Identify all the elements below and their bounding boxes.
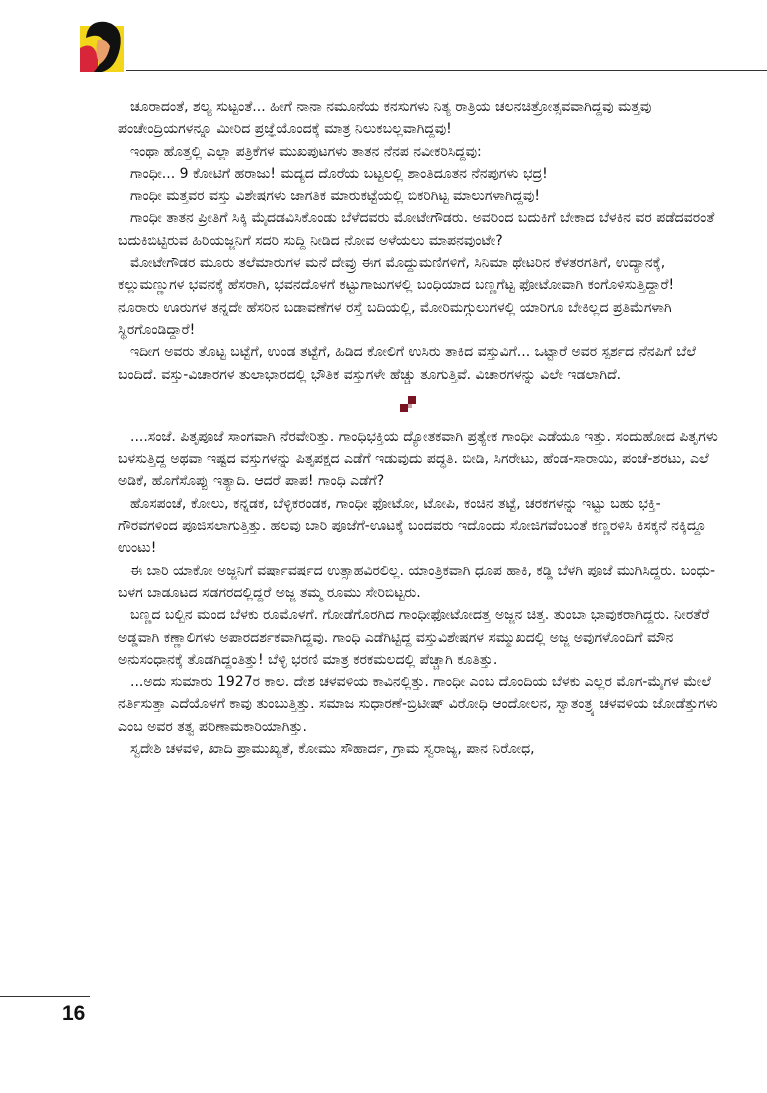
paragraph: ....ಸಂಜೆ. ಪಿತೃಪೂಜೆ ಸಾಂಗವಾಗಿ ನೆರವೇರಿತ್ತು. ಗಾಂಧಿಭಕ್ತಿಯ ದ್ಯೋತಕವಾಗಿ ಪ್ರತ್ಯೇಕ ಗಾಂಧೀ ಎಡೆಯೂ ಇತ್ತು. ಸಂದುಹೋದ ಪಿತೃಗಳು ಬಳಸುತ್ತಿದ್ದ ಅಥವಾ ಇಷ್ಟದ ವಸ್ತುಗಳನ್ನು ಪಿತೃಪಕ್ಷದ ಎಡೆಗೆ ಇಡುವುದು ಪದ್ಧತಿ. ಬೀಡಿ, ಸಿಗರೇಟು, ಹೆಂಡ-ಸಾರಾಯಿ, ಪಂಚೆ-ಶರಟು, ಎಲೆ ಅಡಿಕೆ, ಹೊಗೆಸೊಪ್ಪು ಇತ್ಯಾದಿ. ಆದರೆ ಪಾಪ! ಗಾಂಧಿ ಎಡೆಗೆ? [118,428,718,490]
paragraph: ಗಾಂಧೀ ಮತ್ತವರ ವಸ್ತು ವಿಶೇಷಗಳು ಜಾಗತಿಕ ಮಾರುಕಟ್ಟೆಯಲ್ಲಿ ಬಿಕರಿಗಿಟ್ಟ ಮಾಲುಗಳಾಗಿದ್ದವು! [130,188,540,205]
paragraph: ಈ ಬಾರಿ ಯಾಕೋ ಅಜ್ಜನಿಗೆ ವರ್ಷಾವರ್ಷದ ಉತ್ಸಾಹವಿರಲಿಲ್ಲ. ಯಾಂತ್ರಿಕವಾಗಿ ಧೂಪ ಹಾಕಿ, ಕಡ್ಡಿ ಬೆಳಗಿ ಪೂಜೆ ಮುಗಿಸಿದ್ದರು. ಬಂಧು-ಬಳಗ ಬಾಡೂಟದ ಸಡಗರದಲ್ಲಿದ್ದರೆ ಅಜ್ಜ ತಮ್ಮ ರೂಮು ಸೇರಿಬಿಟ್ಟರು. [118,562,716,601]
paragraph: ಚೂರಾದಂತೆ, ಶಲ್ಯ ಸುಟ್ಟಂತೆ... ಹೀಗೆ ನಾನಾ ನಮೂನೆಯ ಕನಸುಗಳು ನಿತ್ಯ ರಾತ್ರಿಯ ಚಲನಚಿತ್ರೋತ್ಸವವಾಗಿದ್ದವು ಮತ್ತವು ಪಂಚೇಂದ್ರಿಯಗಳನ್ನೂ ಮೀರಿದ ಪ್ರಜ್ಞೆಯೊಂದಕ್ಕೆ ಮಾತ್ರ ನಿಲುಕಬಲ್ಲವಾಗಿದ್ದವು! [118,99,652,138]
paragraph: ಇದೀಗ ಅವರು ತೊಟ್ಟ ಬಟ್ಟೆಗೆ, ಉಂಡ ತಟ್ಟೆಗೆ, ಹಿಡಿದ ಕೋಲಿಗೆ ಉಸಿರು ತಾಕಿದ ವಸ್ತುವಿಗೆ... ಒಟ್ಟಾರೆ ಅವರ ಸ್ಪರ್ಶದ ನೆನಪಿಗೆ ಬೆಲೆ ಬಂದಿದೆ. ವಸ್ತು-ವಿಚಾರಗಳ ತುಲಾಭಾರದಲ್ಲಿ ಭೌತಿಕ ವಸ್ತುಗಳೇ ಹೆಚ್ಚು ತೂಗುತ್ತಿವೆ. ವಿಚಾರಗಳನ್ನು ವಿಲೇ ಇಡಲಾಗಿದೆ. [118,344,696,383]
paragraph: ಗಾಂಧೀ... 9 ಕೋಟಿಗೆ ಹರಾಜು! ಮದ್ಯದ ದೊರೆಯ ಬಟ್ಟಲಲ್ಲಿ ಶಾಂತಿದೂತನ ನೆನಪುಗಳು ಭದ್ರ! [130,165,548,182]
section-break [118,386,718,426]
paragraph: ಸ್ವದೇಶಿ ಚಳವಳಿ, ಖಾದಿ ಪ್ರಾಮುಖ್ಯತೆ, ಕೋಮು ಸೌಹಾರ್ದ, ಗ್ರಾಮ ಸ್ವರಾಜ್ಯ, ಪಾನ ನಿರೋಧ, [130,741,535,758]
paragraph: ಬಣ್ಣದ ಬಲ್ಬಿನ ಮಂದ ಬೆಳಕು ರೂಮೊಳಗೆ. ಗೋಡೆಗೊರಗಿದ ಗಾಂಧೀಫೋಟೋದತ್ತ ಅಜ್ಜನ ಚಿತ್ತ. ತುಂಬಾ ಭಾವುಕರಾಗಿದ್ದರು. ನೀರತೆರೆ ಅಡ್ಡವಾಗಿ ಕಣ್ಣಾಲಿಗಳು ಅಪಾರದರ್ಶಕವಾಗಿದ್ದವು. ಗಾಂಧಿ ಎಡೆಗಿಟ್ಟಿದ್ದ ವಸ್ತುವಿಶೇಷಗಳ ಸಮ್ಮುಖದಲ್ಲಿ ಅಜ್ಜ ಅವುಗಳೊಂದಿಗೆ ಮೌನ ಅನುಸಂಧಾನಕ್ಕೆ ತೊಡಗಿದ್ದಂತಿತ್ತು! ಬೆಳ್ಳಿ ಭರಣಿ ಮಾತ್ರ ಕರಕಮಲದಲ್ಲಿ ಪೆಚ್ಚಾಗಿ ಕೂತಿತ್ತು. [118,607,710,668]
header-rule [126,70,767,71]
footer-rule [0,996,90,997]
paragraph: ...ಅದು ಸುಮಾರು 1927ರ ಕಾಲ. ದೇಶ ಚಳವಳಿಯ ಕಾವಿನಲ್ಲಿತ್ತು. ಗಾಂಧೀ ಎಂಬ ದೊಂದಿಯ ಬೆಳಕು ಎಲ್ಲರ ಮೊಗ-ಮೈಗಳ ಮೇಲೆ ನರ್ತಿಸುತ್ತಾ ಎದೆಯೊಳಗೆ ಕಾವು ತುಂಬುತ್ತಿತ್ತು. ಸಮಾಜ ಸುಧಾರಣೆ-ಬ್ರಿಟೀಷ್ ವಿರೋಧಿ ಆಂದೋಲನ, ಸ್ವಾತಂತ್ರ್ಯ ಚಳವಳಿಯ ಜೋಡೆತ್ತುಗಳು ಎಂಬ ಅವರ ತತ್ವ ಪರಿಣಾಮಕಾರಿಯಾಗಿತ್ತು. [118,674,718,735]
paragraph: ಗಾಂಧೀ ತಾತನ ಪ್ರೀತಿಗೆ ಸಿಕ್ಕಿ ಮೈದಡವಿಸಿಕೊಂಡು ಬೆಳೆದವರು ಮೋಟೇಗೌಡರು. ಅವರಿಂದ ಬದುಕಿಗೆ ಬೇಕಾದ ಬೆಳಕಿನ ವರ ಪಡೆದವರಂತೆ ಬದುಕಿಬಿಟ್ಟಿರುವ ಹಿರಿಯಜ್ಜನಿಗೆ ಸದರಿ ಸುದ್ದಿ ನೀಡಿದ ನೋವ ಅಳೆಯಲು ಮಾಪನವುಂಟೇ? [118,210,715,249]
paragraph: ಇಂಥಾ ಹೊತ್ತಲ್ಲಿ ಎಲ್ಲಾ ಪತ್ರಿಕೆಗಳ ಮುಖಪುಟಗಳು ತಾತನ ನೆನಪ ನವೀಕರಿಸಿದ್ದವು: [130,143,482,160]
section-ornament-icon [400,396,416,412]
article-body [118,96,718,760]
paragraph: ಹೊಸಪಂಚೆ, ಕೋಲು, ಕನ್ನಡಕ, ಬೆಳ್ಳಿಕರಂಡಕ, ಗಾಂಧೀ ಫೋಟೋ, ಟೋಪಿ, ಕಂಚಿನ ತಟ್ಟೆ, ಚರಕಗಳನ್ನು ಇಟ್ಟು ಬಹು ಭಕ್ತಿ-ಗೌರವಗಳಿಂದ ಪೂಜಿಸಲಾಗುತ್ತಿತ್ತು. ಹಲವು ಬಾರಿ ಪೂಜೆಗೆ-ಊಟಕ್ಕೆ ಬಂದವರು ಇದೊಂದು ಸೋಜಿಗವೆಂಬಂತೆ ಕಣ್ಣರಳಿಸಿ ಕಿಸಕ್ಕನೆ ನಕ್ಕಿದ್ದೂ ಉಂಟು! [118,495,707,557]
logo-face-icon [80,18,124,72]
page-number: 16 [62,1002,86,1025]
paragraph: ಮೋಟೇಗೌಡರ ಮೂರು ತಲೆಮಾರುಗಳ ಮನೆ ದೇವ್ರು ಈಗ ಮೊದ್ದುಮಣಿಗಳಿಗೆ, ಸಿನಿಮಾ ಥೇಟರಿನ ಕೆಳತರಗತಿಗೆ, ಉದ್ಯಾನಕ್ಕೆ, ಕಲ್ಲುಮಣ್ಣುಗಳ ಭವನಕ್ಕೆ ಹೆಸರಾಗಿ, ಭವನದೊಳಗೆ ಕಟ್ಟುಗಾಜುಗಳಲ್ಲಿ ಬಂಧಿಯಾದ ಬಣ್ಣಗೆಟ್ಟ ಫೋಟೋವಾಗಿ ಕಂಗೊಳಿಸುತ್ತಿದ್ದಾರೆ! ನೂರಾರು ಊರುಗಳ ತನ್ನದೇ ಹೆಸರಿನ ಬಡಾವಣೆಗಳ ರಸ್ತೆ ಬದಿಯಲ್ಲಿ, ಮೋರಿಮಗ್ಗುಲುಗಳಲ್ಲಿ ಯಾರಿಗೂ ಬೇಕಿಲ್ಲದ ಪ್ರತಿಮೆಗಳಾಗಿ ಸ್ಥಿರಗೊಂಡಿದ್ದಾರೆ! [118,255,675,338]
magazine-logo [80,18,124,72]
